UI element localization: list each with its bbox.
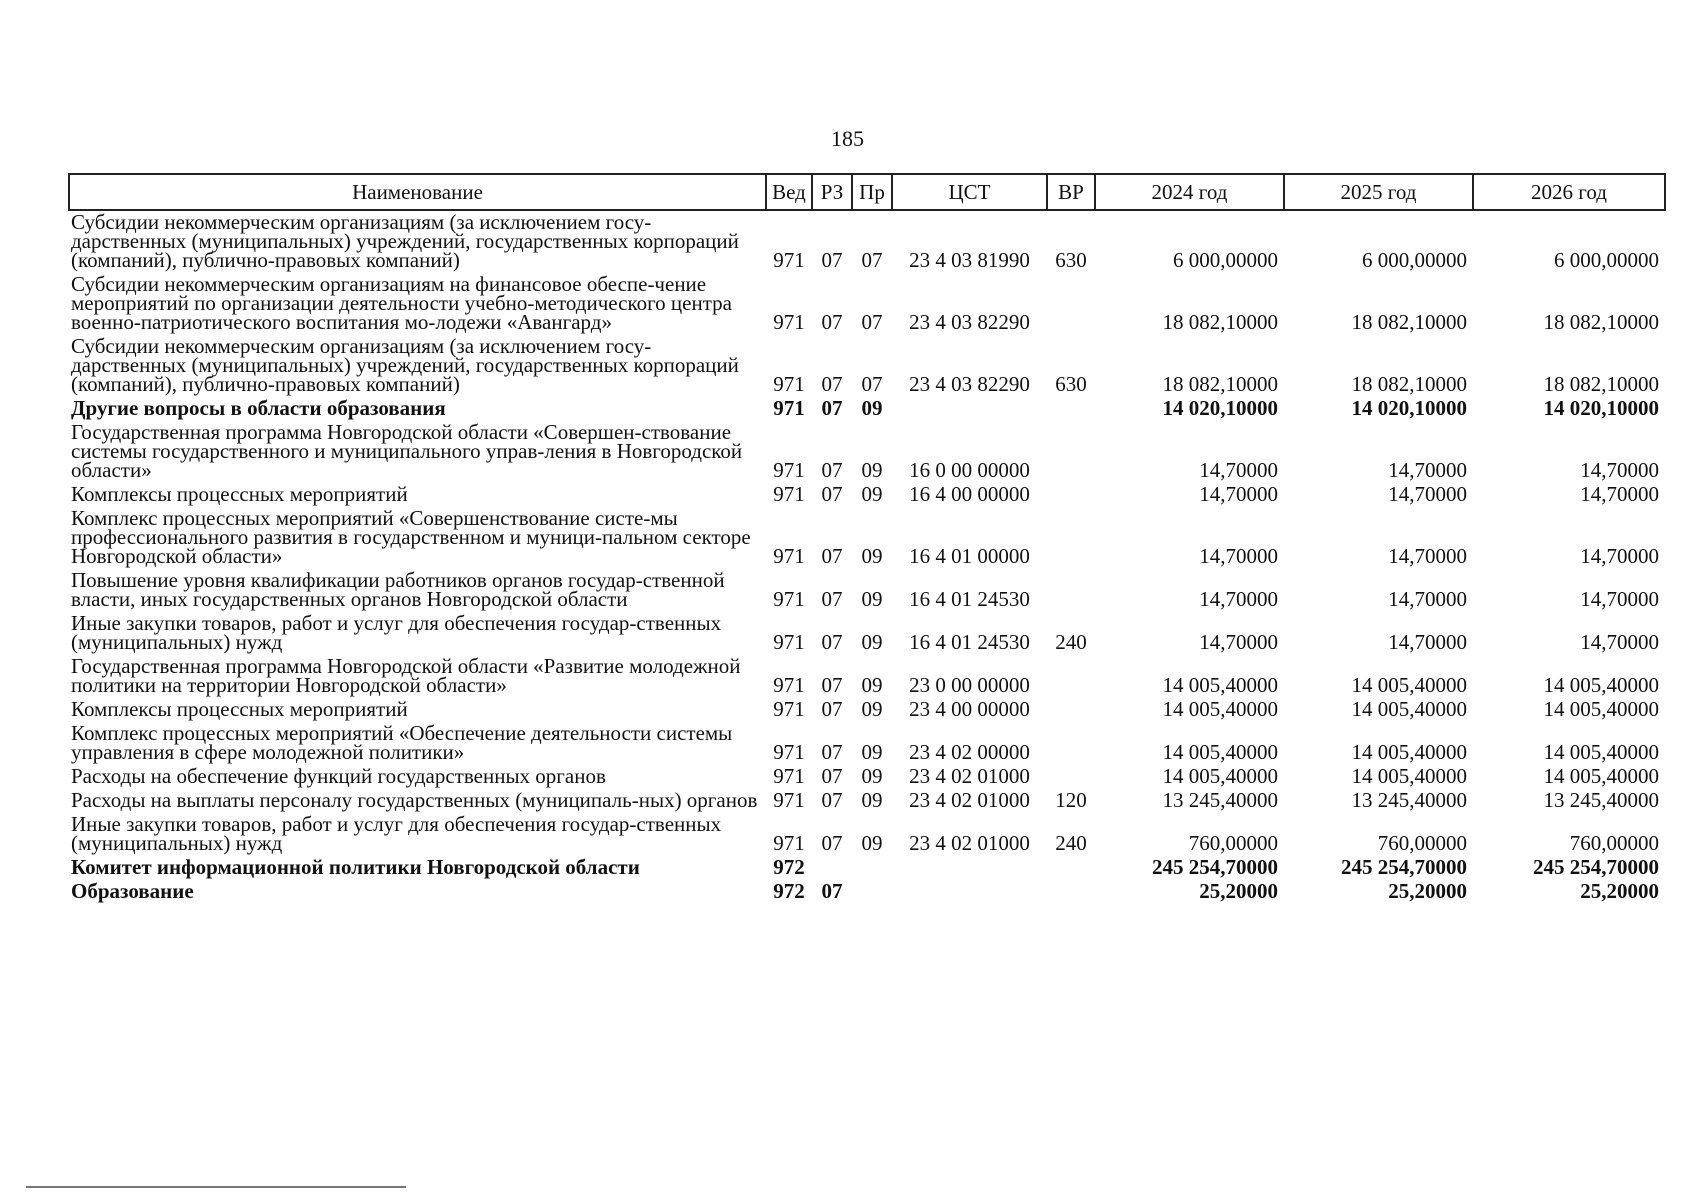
header-rz: РЗ xyxy=(812,174,852,210)
table-row xyxy=(69,655,1665,698)
table-row xyxy=(69,880,1665,904)
row-value-2025: 14,70000 xyxy=(1388,482,1467,506)
row-value-2026: 760,00000 xyxy=(1569,831,1659,855)
row-value-2026: 6 000,00000 xyxy=(1554,248,1659,272)
row-vr xyxy=(1047,273,1095,335)
row-value-2024: 14,70000 xyxy=(1199,482,1278,506)
row-cst: 23 4 00 00000 xyxy=(909,697,1030,721)
row-vr xyxy=(1047,880,1095,904)
table-row xyxy=(69,421,1665,483)
row-cst: 23 4 03 82290 xyxy=(909,372,1030,396)
row-cst: 23 4 02 01000 xyxy=(909,788,1030,812)
row-pr xyxy=(852,880,892,904)
row-ved: 971 xyxy=(773,764,805,788)
row-name: Субсидии некоммерческим организациям на финансовое обеспе-чение мероприятий по организации деятельности учебно-методического центра военно-патриотического воспитания мо-лодежи «Авангард» xyxy=(71,272,732,334)
row-name: Иные закупки товаров, работ и услуг для обеспечения государ-ственных (муниципальных) нужд xyxy=(71,611,722,654)
row-rz: 07 xyxy=(821,372,843,396)
row-pr: 09 xyxy=(861,788,883,812)
row-rz: 07 xyxy=(821,697,843,721)
row-value-2026: 14 005,40000 xyxy=(1543,673,1659,697)
row-rz: 07 xyxy=(821,544,843,568)
row-ved: 971 xyxy=(773,788,805,812)
row-value-2026: 14,70000 xyxy=(1580,630,1659,654)
row-name: Иные закупки товаров, работ и услуг для обеспечения государ-ственных (муниципальных) нужд xyxy=(71,812,722,855)
row-rz: 07 xyxy=(821,396,843,420)
row-ved: 971 xyxy=(773,310,805,334)
row-cst: 16 4 00 00000 xyxy=(909,482,1030,506)
row-name: Расходы на выплаты персоналу государственных (муниципаль-ных) органов xyxy=(71,788,758,812)
row-cst: 23 4 02 01000 xyxy=(909,831,1030,855)
header-name: Наименование xyxy=(69,174,766,210)
row-cst: 23 4 03 82290 xyxy=(909,310,1030,334)
row-name: Комплекс процессных мероприятий «Обеспечение деятельности системы управления в сфере молодежной политики» xyxy=(71,721,733,764)
row-pr: 07 xyxy=(861,310,883,334)
budget-table xyxy=(68,173,1666,904)
row-name: Другие вопросы в области образования xyxy=(71,396,446,420)
row-pr: 09 xyxy=(861,458,883,482)
row-pr: 09 xyxy=(861,482,883,506)
table-body xyxy=(69,210,1665,904)
row-vr xyxy=(1047,483,1095,507)
row-name: Комплексы процессных мероприятий xyxy=(71,697,408,721)
row-value-2025: 14,70000 xyxy=(1388,587,1467,611)
row-rz xyxy=(812,856,852,880)
row-cst: 16 4 01 24530 xyxy=(909,630,1030,654)
row-cst xyxy=(892,397,1047,421)
header-2026: 2026 год xyxy=(1473,174,1665,210)
row-ved: 971 xyxy=(773,458,805,482)
row-pr: 07 xyxy=(861,248,883,272)
row-value-2025: 14,70000 xyxy=(1388,544,1467,568)
row-cst: 23 4 03 81990 xyxy=(909,248,1030,272)
table-row xyxy=(69,612,1665,655)
row-value-2025: 13 245,40000 xyxy=(1351,788,1467,812)
row-rz: 07 xyxy=(821,788,843,812)
table-row xyxy=(69,397,1665,421)
row-pr: 09 xyxy=(861,764,883,788)
table-row xyxy=(69,210,1665,273)
row-value-2026: 18 082,10000 xyxy=(1543,310,1659,334)
row-pr: 09 xyxy=(861,630,883,654)
row-value-2025: 14,70000 xyxy=(1388,630,1467,654)
row-value-2026: 14,70000 xyxy=(1580,482,1659,506)
row-rz: 07 xyxy=(821,740,843,764)
row-pr: 09 xyxy=(861,697,883,721)
header-2025: 2025 год xyxy=(1284,174,1473,210)
row-value-2024: 14,70000 xyxy=(1199,587,1278,611)
table-header-row xyxy=(69,174,1665,210)
row-vr xyxy=(1047,397,1095,421)
row-value-2024: 18 082,10000 xyxy=(1162,310,1278,334)
row-ved: 971 xyxy=(773,831,805,855)
row-value-2024: 14 005,40000 xyxy=(1162,673,1278,697)
row-value-2026: 14 005,40000 xyxy=(1543,740,1659,764)
row-rz: 07 xyxy=(821,831,843,855)
row-vr xyxy=(1047,856,1095,880)
table-row xyxy=(69,813,1665,856)
row-cst: 23 4 02 01000 xyxy=(909,764,1030,788)
row-rz: 07 xyxy=(821,458,843,482)
row-vr: 240 xyxy=(1055,630,1087,654)
row-name: Комитет информационной политики Новгородской области xyxy=(71,855,640,879)
row-rz: 07 xyxy=(821,879,843,903)
row-value-2024: 14 005,40000 xyxy=(1162,764,1278,788)
row-value-2025: 6 000,00000 xyxy=(1362,248,1467,272)
row-ved: 971 xyxy=(773,544,805,568)
row-rz: 07 xyxy=(821,482,843,506)
row-pr: 07 xyxy=(861,372,883,396)
row-name: Образование xyxy=(71,879,194,903)
table-row xyxy=(69,698,1665,722)
footer-rule xyxy=(26,1186,406,1188)
row-value-2026: 13 245,40000 xyxy=(1543,788,1659,812)
row-vr xyxy=(1047,507,1095,569)
table-row xyxy=(69,335,1665,397)
row-name: Повышение уровня квалификации работников органов государ-ственной власти, иных государственных органов Новгородской области xyxy=(71,568,725,611)
row-value-2026: 18 082,10000 xyxy=(1543,372,1659,396)
row-name: Комплексы процессных мероприятий xyxy=(71,482,408,506)
row-rz: 07 xyxy=(821,764,843,788)
row-cst xyxy=(892,880,1047,904)
page-number: 185 xyxy=(831,126,864,151)
row-rz: 07 xyxy=(821,310,843,334)
row-value-2025: 14 005,40000 xyxy=(1351,673,1467,697)
row-vr: 630 xyxy=(1055,372,1087,396)
row-value-2026: 14,70000 xyxy=(1580,458,1659,482)
row-value-2025: 14 005,40000 xyxy=(1351,764,1467,788)
row-value-2025: 14 020,10000 xyxy=(1351,396,1467,420)
row-ved: 971 xyxy=(773,396,805,420)
row-vr xyxy=(1047,698,1095,722)
row-cst: 16 0 00 00000 xyxy=(909,458,1030,482)
table-row xyxy=(69,765,1665,789)
row-rz: 07 xyxy=(821,248,843,272)
row-vr: 630 xyxy=(1055,248,1087,272)
table-row xyxy=(69,273,1665,335)
row-vr: 240 xyxy=(1055,831,1087,855)
row-name: Комплекс процессных мероприятий «Совершенствование систе-мы профессионального развития в государственном и муници-пальном секторе Новгородской области» xyxy=(71,506,751,568)
row-cst: 16 4 01 24530 xyxy=(909,587,1030,611)
row-pr: 09 xyxy=(861,396,883,420)
row-rz: 07 xyxy=(821,630,843,654)
row-value-2024: 14,70000 xyxy=(1199,630,1278,654)
row-value-2025: 18 082,10000 xyxy=(1351,372,1467,396)
row-value-2025: 245 254,70000 xyxy=(1341,855,1467,879)
row-rz: 07 xyxy=(821,587,843,611)
row-value-2025: 25,20000 xyxy=(1388,879,1467,903)
row-ved: 972 xyxy=(773,855,805,879)
row-cst xyxy=(892,856,1047,880)
row-value-2024: 14 005,40000 xyxy=(1162,697,1278,721)
row-pr: 09 xyxy=(861,673,883,697)
row-vr xyxy=(1047,421,1095,483)
table-row xyxy=(69,507,1665,569)
row-vr: 120 xyxy=(1055,788,1087,812)
row-name: Субсидии некоммерческим организациям (за исключением госу-дарственных (муниципальных) учреждений, государственных корпораций (компаний), публично-правовых компаний) xyxy=(71,334,739,396)
table-row xyxy=(69,483,1665,507)
row-value-2024: 25,20000 xyxy=(1199,879,1278,903)
row-value-2026: 25,20000 xyxy=(1580,879,1659,903)
row-name: Государственная программа Новгородской области «Совершен-ствование системы государственного и муниципального управ-ления в Новгородской области» xyxy=(71,420,743,482)
row-value-2024: 14 020,10000 xyxy=(1162,396,1278,420)
header-cst: ЦСТ xyxy=(892,174,1047,210)
row-ved: 971 xyxy=(773,372,805,396)
row-rz: 07 xyxy=(821,673,843,697)
header-ved: Вед xyxy=(766,174,812,210)
row-pr: 09 xyxy=(861,831,883,855)
row-pr xyxy=(852,856,892,880)
row-value-2024: 6 000,00000 xyxy=(1173,248,1278,272)
row-ved: 971 xyxy=(773,630,805,654)
row-value-2025: 14,70000 xyxy=(1388,458,1467,482)
row-value-2026: 245 254,70000 xyxy=(1533,855,1659,879)
row-value-2024: 13 245,40000 xyxy=(1162,788,1278,812)
row-cst: 16 4 01 00000 xyxy=(909,544,1030,568)
table-row xyxy=(69,856,1665,880)
row-value-2024: 760,00000 xyxy=(1188,831,1278,855)
row-ved: 971 xyxy=(773,248,805,272)
row-value-2025: 14 005,40000 xyxy=(1351,697,1467,721)
row-value-2026: 14 020,10000 xyxy=(1543,396,1659,420)
row-ved: 972 xyxy=(773,879,805,903)
row-value-2026: 14 005,40000 xyxy=(1543,764,1659,788)
row-name: Расходы на обеспечение функций государственных органов xyxy=(71,764,606,788)
row-ved: 971 xyxy=(773,587,805,611)
row-value-2024: 245 254,70000 xyxy=(1152,855,1278,879)
row-value-2024: 18 082,10000 xyxy=(1162,372,1278,396)
header-pr: Пр xyxy=(852,174,892,210)
row-pr: 09 xyxy=(861,587,883,611)
row-value-2024: 14,70000 xyxy=(1199,458,1278,482)
table-row xyxy=(69,789,1665,813)
row-vr xyxy=(1047,569,1095,612)
row-value-2026: 14 005,40000 xyxy=(1543,697,1659,721)
row-value-2025: 18 082,10000 xyxy=(1351,310,1467,334)
table-row xyxy=(69,569,1665,612)
row-vr xyxy=(1047,722,1095,765)
row-value-2024: 14,70000 xyxy=(1199,544,1278,568)
row-name: Государственная программа Новгородской области «Развитие молодежной политики на территории Новгородской области» xyxy=(71,654,741,697)
row-cst: 23 0 00 00000 xyxy=(909,673,1030,697)
row-ved: 971 xyxy=(773,697,805,721)
row-ved: 971 xyxy=(773,673,805,697)
row-vr xyxy=(1047,655,1095,698)
row-vr xyxy=(1047,765,1095,789)
header-vr: ВР xyxy=(1047,174,1095,210)
row-cst: 23 4 02 00000 xyxy=(909,740,1030,764)
row-pr: 09 xyxy=(861,740,883,764)
row-value-2026: 14,70000 xyxy=(1580,544,1659,568)
row-ved: 971 xyxy=(773,482,805,506)
row-value-2024: 14 005,40000 xyxy=(1162,740,1278,764)
row-value-2026: 14,70000 xyxy=(1580,587,1659,611)
header-2024: 2024 год xyxy=(1095,174,1284,210)
row-pr: 09 xyxy=(861,544,883,568)
row-ved: 971 xyxy=(773,740,805,764)
row-value-2025: 14 005,40000 xyxy=(1351,740,1467,764)
table-row xyxy=(69,722,1665,765)
row-value-2025: 760,00000 xyxy=(1377,831,1467,855)
row-name: Субсидии некоммерческим организациям (за исключением госу-дарственных (муниципальных) учреждений, государственных корпораций (компаний), публично-правовых компаний) xyxy=(71,210,739,272)
